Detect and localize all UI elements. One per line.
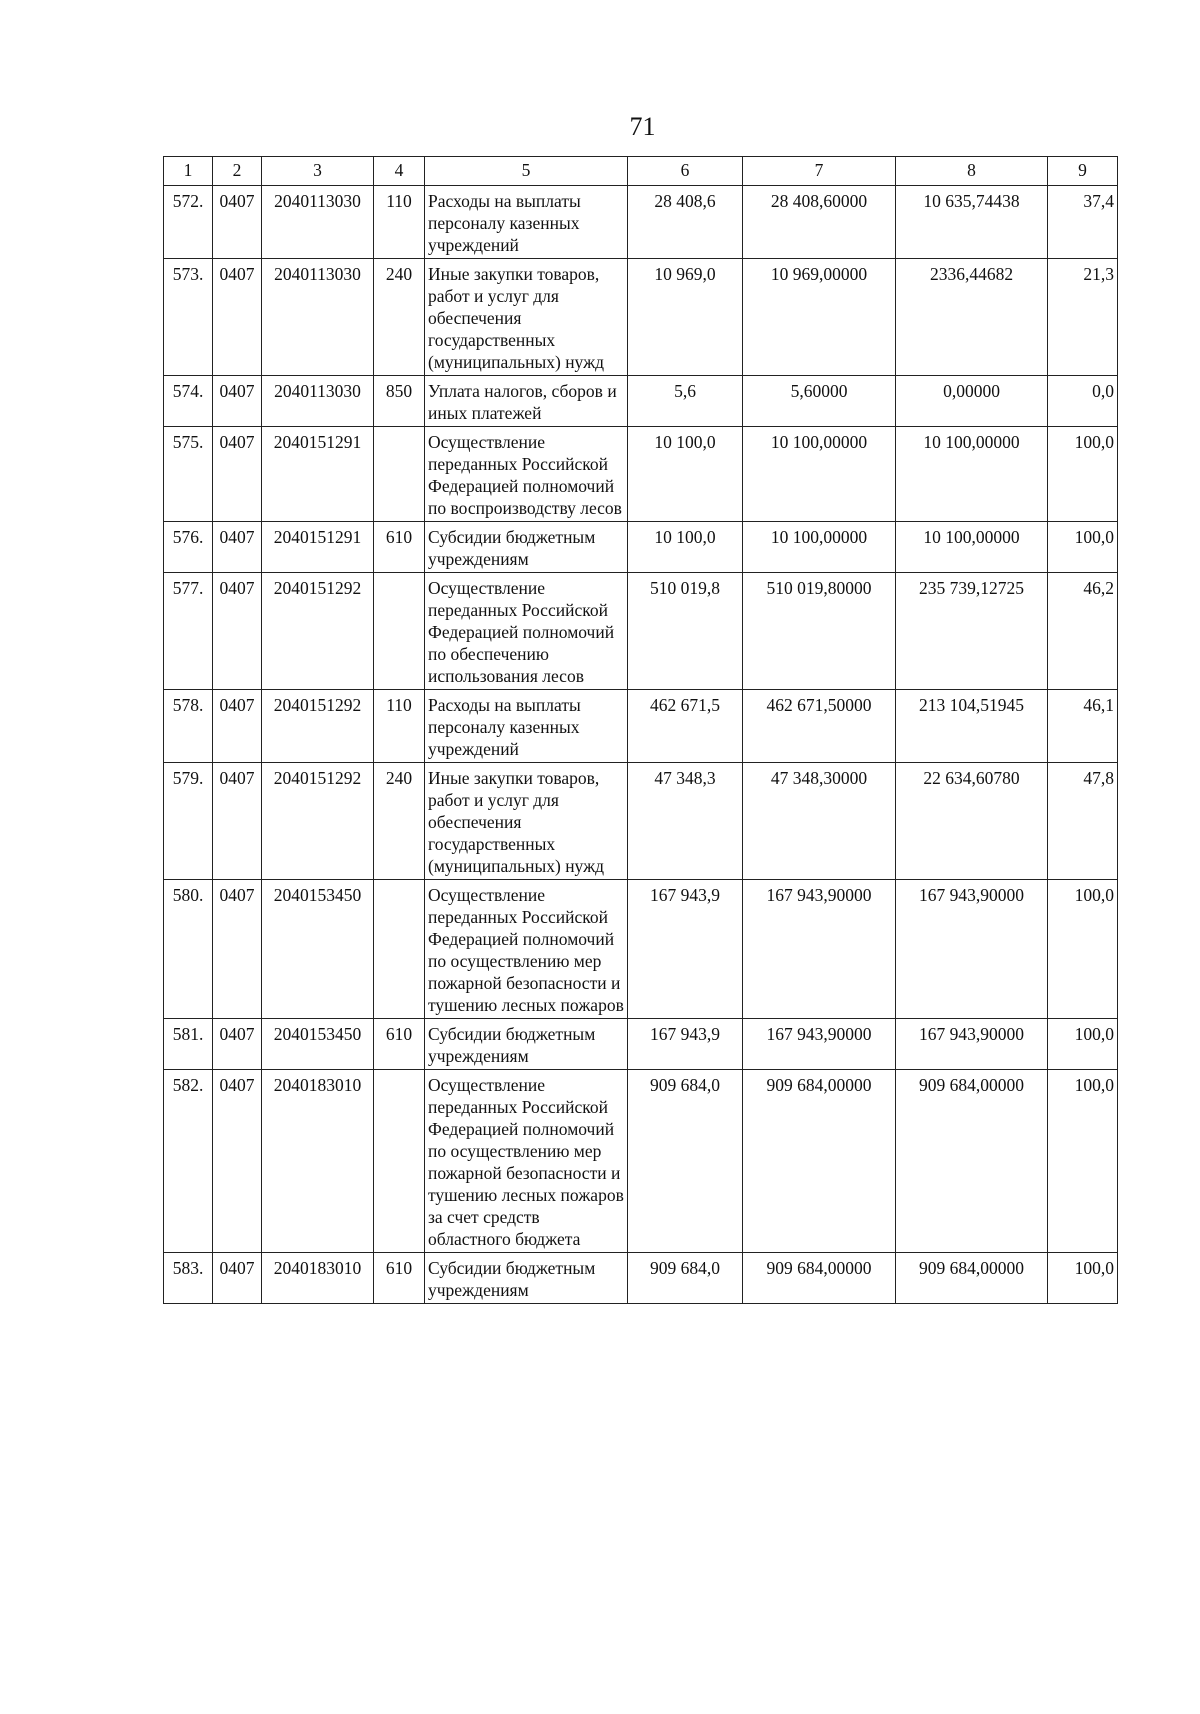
column-header: 9 xyxy=(1048,157,1118,186)
expense-type-cell xyxy=(374,427,425,522)
value-col7-cell: 167 943,90000 xyxy=(743,880,896,1019)
value-col8-cell: 10 635,74438 xyxy=(896,186,1048,259)
value-col8-cell: 167 943,90000 xyxy=(896,1019,1048,1070)
section-code-cell: 0407 xyxy=(213,1070,262,1253)
expense-name-cell: Субсидии бюджетным учреждениям xyxy=(425,522,628,573)
row-number-cell: 578. xyxy=(164,690,213,763)
value-col7-cell: 510 019,80000 xyxy=(743,573,896,690)
row-number-cell: 572. xyxy=(164,186,213,259)
table-row xyxy=(164,186,1118,259)
expense-type-cell xyxy=(374,1070,425,1253)
percent-cell: 21,3 xyxy=(1048,259,1118,376)
value-col8-cell: 909 684,00000 xyxy=(896,1253,1048,1304)
value-col8-cell: 909 684,00000 xyxy=(896,1070,1048,1253)
expense-name-cell: Уплата налогов, сборов и иных платежей xyxy=(425,376,628,427)
section-code-cell: 0407 xyxy=(213,259,262,376)
value-col6-cell: 10 969,0 xyxy=(628,259,743,376)
row-number-cell: 576. xyxy=(164,522,213,573)
table-row xyxy=(164,690,1118,763)
column-header: 2 xyxy=(213,157,262,186)
percent-cell: 100,0 xyxy=(1048,880,1118,1019)
target-code-cell: 2040113030 xyxy=(262,186,374,259)
column-header: 8 xyxy=(896,157,1048,186)
value-col7-cell: 28 408,60000 xyxy=(743,186,896,259)
column-header: 1 xyxy=(164,157,213,186)
section-code-cell: 0407 xyxy=(213,376,262,427)
expense-type-cell: 850 xyxy=(374,376,425,427)
value-col7-cell: 5,60000 xyxy=(743,376,896,427)
value-col7-cell: 909 684,00000 xyxy=(743,1070,896,1253)
column-header: 5 xyxy=(425,157,628,186)
section-code-cell: 0407 xyxy=(213,1019,262,1070)
row-number-cell: 583. xyxy=(164,1253,213,1304)
column-header: 3 xyxy=(262,157,374,186)
expense-type-cell: 110 xyxy=(374,186,425,259)
value-col8-cell: 2336,44682 xyxy=(896,259,1048,376)
section-code-cell: 0407 xyxy=(213,573,262,690)
table-row xyxy=(164,522,1118,573)
column-header: 7 xyxy=(743,157,896,186)
column-header: 6 xyxy=(628,157,743,186)
expense-name-cell: Осуществление переданных Российской Федерацией полномочий по осуществлению мер пожарной безопасности и тушению лесных пожаров xyxy=(425,880,628,1019)
expense-name-cell: Осуществление переданных Российской Федерацией полномочий по осуществлению мер пожарной безопасности и тушению лесных пожаров за счет средств областного бюджета xyxy=(425,1070,628,1253)
value-col6-cell: 909 684,0 xyxy=(628,1070,743,1253)
percent-cell: 100,0 xyxy=(1048,522,1118,573)
expense-type-cell xyxy=(374,880,425,1019)
target-code-cell: 2040151292 xyxy=(262,763,374,880)
expense-name-cell: Иные закупки товаров, работ и услуг для обеспечения государственных (муниципальных) нужд xyxy=(425,259,628,376)
section-code-cell: 0407 xyxy=(213,763,262,880)
target-code-cell: 2040151291 xyxy=(262,427,374,522)
percent-cell: 47,8 xyxy=(1048,763,1118,880)
target-code-cell: 2040151291 xyxy=(262,522,374,573)
value-col8-cell: 10 100,00000 xyxy=(896,427,1048,522)
value-col6-cell: 28 408,6 xyxy=(628,186,743,259)
value-col7-cell: 462 671,50000 xyxy=(743,690,896,763)
percent-cell: 100,0 xyxy=(1048,427,1118,522)
expense-type-cell: 240 xyxy=(374,763,425,880)
target-code-cell: 2040113030 xyxy=(262,259,374,376)
budget-table xyxy=(163,156,1118,1304)
value-col6-cell: 510 019,8 xyxy=(628,573,743,690)
section-code-cell: 0407 xyxy=(213,522,262,573)
value-col7-cell: 10 100,00000 xyxy=(743,522,896,573)
table-row xyxy=(164,573,1118,690)
page-number: 71 xyxy=(629,112,656,141)
target-code-cell: 2040113030 xyxy=(262,376,374,427)
value-col8-cell: 22 634,60780 xyxy=(896,763,1048,880)
section-code-cell: 0407 xyxy=(213,690,262,763)
expense-name-cell: Расходы на выплаты персоналу казенных учреждений xyxy=(425,186,628,259)
row-number-cell: 573. xyxy=(164,259,213,376)
percent-cell: 46,2 xyxy=(1048,573,1118,690)
row-number-cell: 574. xyxy=(164,376,213,427)
table-row xyxy=(164,880,1118,1019)
value-col7-cell: 909 684,00000 xyxy=(743,1253,896,1304)
expense-name-cell: Осуществление переданных Российской Федерацией полномочий по воспроизводству лесов xyxy=(425,427,628,522)
percent-cell: 46,1 xyxy=(1048,690,1118,763)
value-col8-cell: 0,00000 xyxy=(896,376,1048,427)
target-code-cell: 2040153450 xyxy=(262,880,374,1019)
row-number-cell: 581. xyxy=(164,1019,213,1070)
table-body xyxy=(164,186,1118,1304)
section-code-cell: 0407 xyxy=(213,186,262,259)
value-col6-cell: 47 348,3 xyxy=(628,763,743,880)
percent-cell: 100,0 xyxy=(1048,1019,1118,1070)
expense-name-cell: Иные закупки товаров, работ и услуг для обеспечения государственных (муниципальных) нужд xyxy=(425,763,628,880)
percent-cell: 37,4 xyxy=(1048,186,1118,259)
target-code-cell: 2040153450 xyxy=(262,1019,374,1070)
expense-type-cell: 610 xyxy=(374,522,425,573)
row-number-cell: 580. xyxy=(164,880,213,1019)
percent-cell: 100,0 xyxy=(1048,1253,1118,1304)
table-row xyxy=(164,763,1118,880)
table-row xyxy=(164,427,1118,522)
value-col6-cell: 10 100,0 xyxy=(628,522,743,573)
header-row xyxy=(164,157,1118,186)
expense-name-cell: Осуществление переданных Российской Федерацией полномочий по обеспечению использования лесов xyxy=(425,573,628,690)
expense-name-cell: Субсидии бюджетным учреждениям xyxy=(425,1019,628,1070)
value-col6-cell: 167 943,9 xyxy=(628,1019,743,1070)
target-code-cell: 2040151292 xyxy=(262,573,374,690)
value-col7-cell: 167 943,90000 xyxy=(743,1019,896,1070)
target-code-cell: 2040183010 xyxy=(262,1070,374,1253)
expense-type-cell: 110 xyxy=(374,690,425,763)
table-row xyxy=(164,1070,1118,1253)
expense-type-cell: 610 xyxy=(374,1019,425,1070)
expense-name-cell: Субсидии бюджетным учреждениям xyxy=(425,1253,628,1304)
value-col6-cell: 10 100,0 xyxy=(628,427,743,522)
row-number-cell: 575. xyxy=(164,427,213,522)
value-col6-cell: 909 684,0 xyxy=(628,1253,743,1304)
expense-name-cell: Расходы на выплаты персоналу казенных учреждений xyxy=(425,690,628,763)
target-code-cell: 2040183010 xyxy=(262,1253,374,1304)
value-col8-cell: 167 943,90000 xyxy=(896,880,1048,1019)
value-col8-cell: 213 104,51945 xyxy=(896,690,1048,763)
value-col8-cell: 10 100,00000 xyxy=(896,522,1048,573)
table-row xyxy=(164,1253,1118,1304)
expense-type-cell: 610 xyxy=(374,1253,425,1304)
table-row xyxy=(164,1019,1118,1070)
row-number-cell: 582. xyxy=(164,1070,213,1253)
table-row xyxy=(164,376,1118,427)
section-code-cell: 0407 xyxy=(213,880,262,1019)
section-code-cell: 0407 xyxy=(213,1253,262,1304)
row-number-cell: 579. xyxy=(164,763,213,880)
value-col7-cell: 10 100,00000 xyxy=(743,427,896,522)
row-number-cell: 577. xyxy=(164,573,213,690)
value-col7-cell: 10 969,00000 xyxy=(743,259,896,376)
value-col6-cell: 167 943,9 xyxy=(628,880,743,1019)
section-code-cell: 0407 xyxy=(213,427,262,522)
percent-cell: 0,0 xyxy=(1048,376,1118,427)
value-col6-cell: 5,6 xyxy=(628,376,743,427)
percent-cell: 100,0 xyxy=(1048,1070,1118,1253)
value-col8-cell: 235 739,12725 xyxy=(896,573,1048,690)
expense-type-cell xyxy=(374,573,425,690)
target-code-cell: 2040151292 xyxy=(262,690,374,763)
expense-type-cell: 240 xyxy=(374,259,425,376)
value-col7-cell: 47 348,30000 xyxy=(743,763,896,880)
value-col6-cell: 462 671,5 xyxy=(628,690,743,763)
table-row xyxy=(164,259,1118,376)
column-header: 4 xyxy=(374,157,425,186)
